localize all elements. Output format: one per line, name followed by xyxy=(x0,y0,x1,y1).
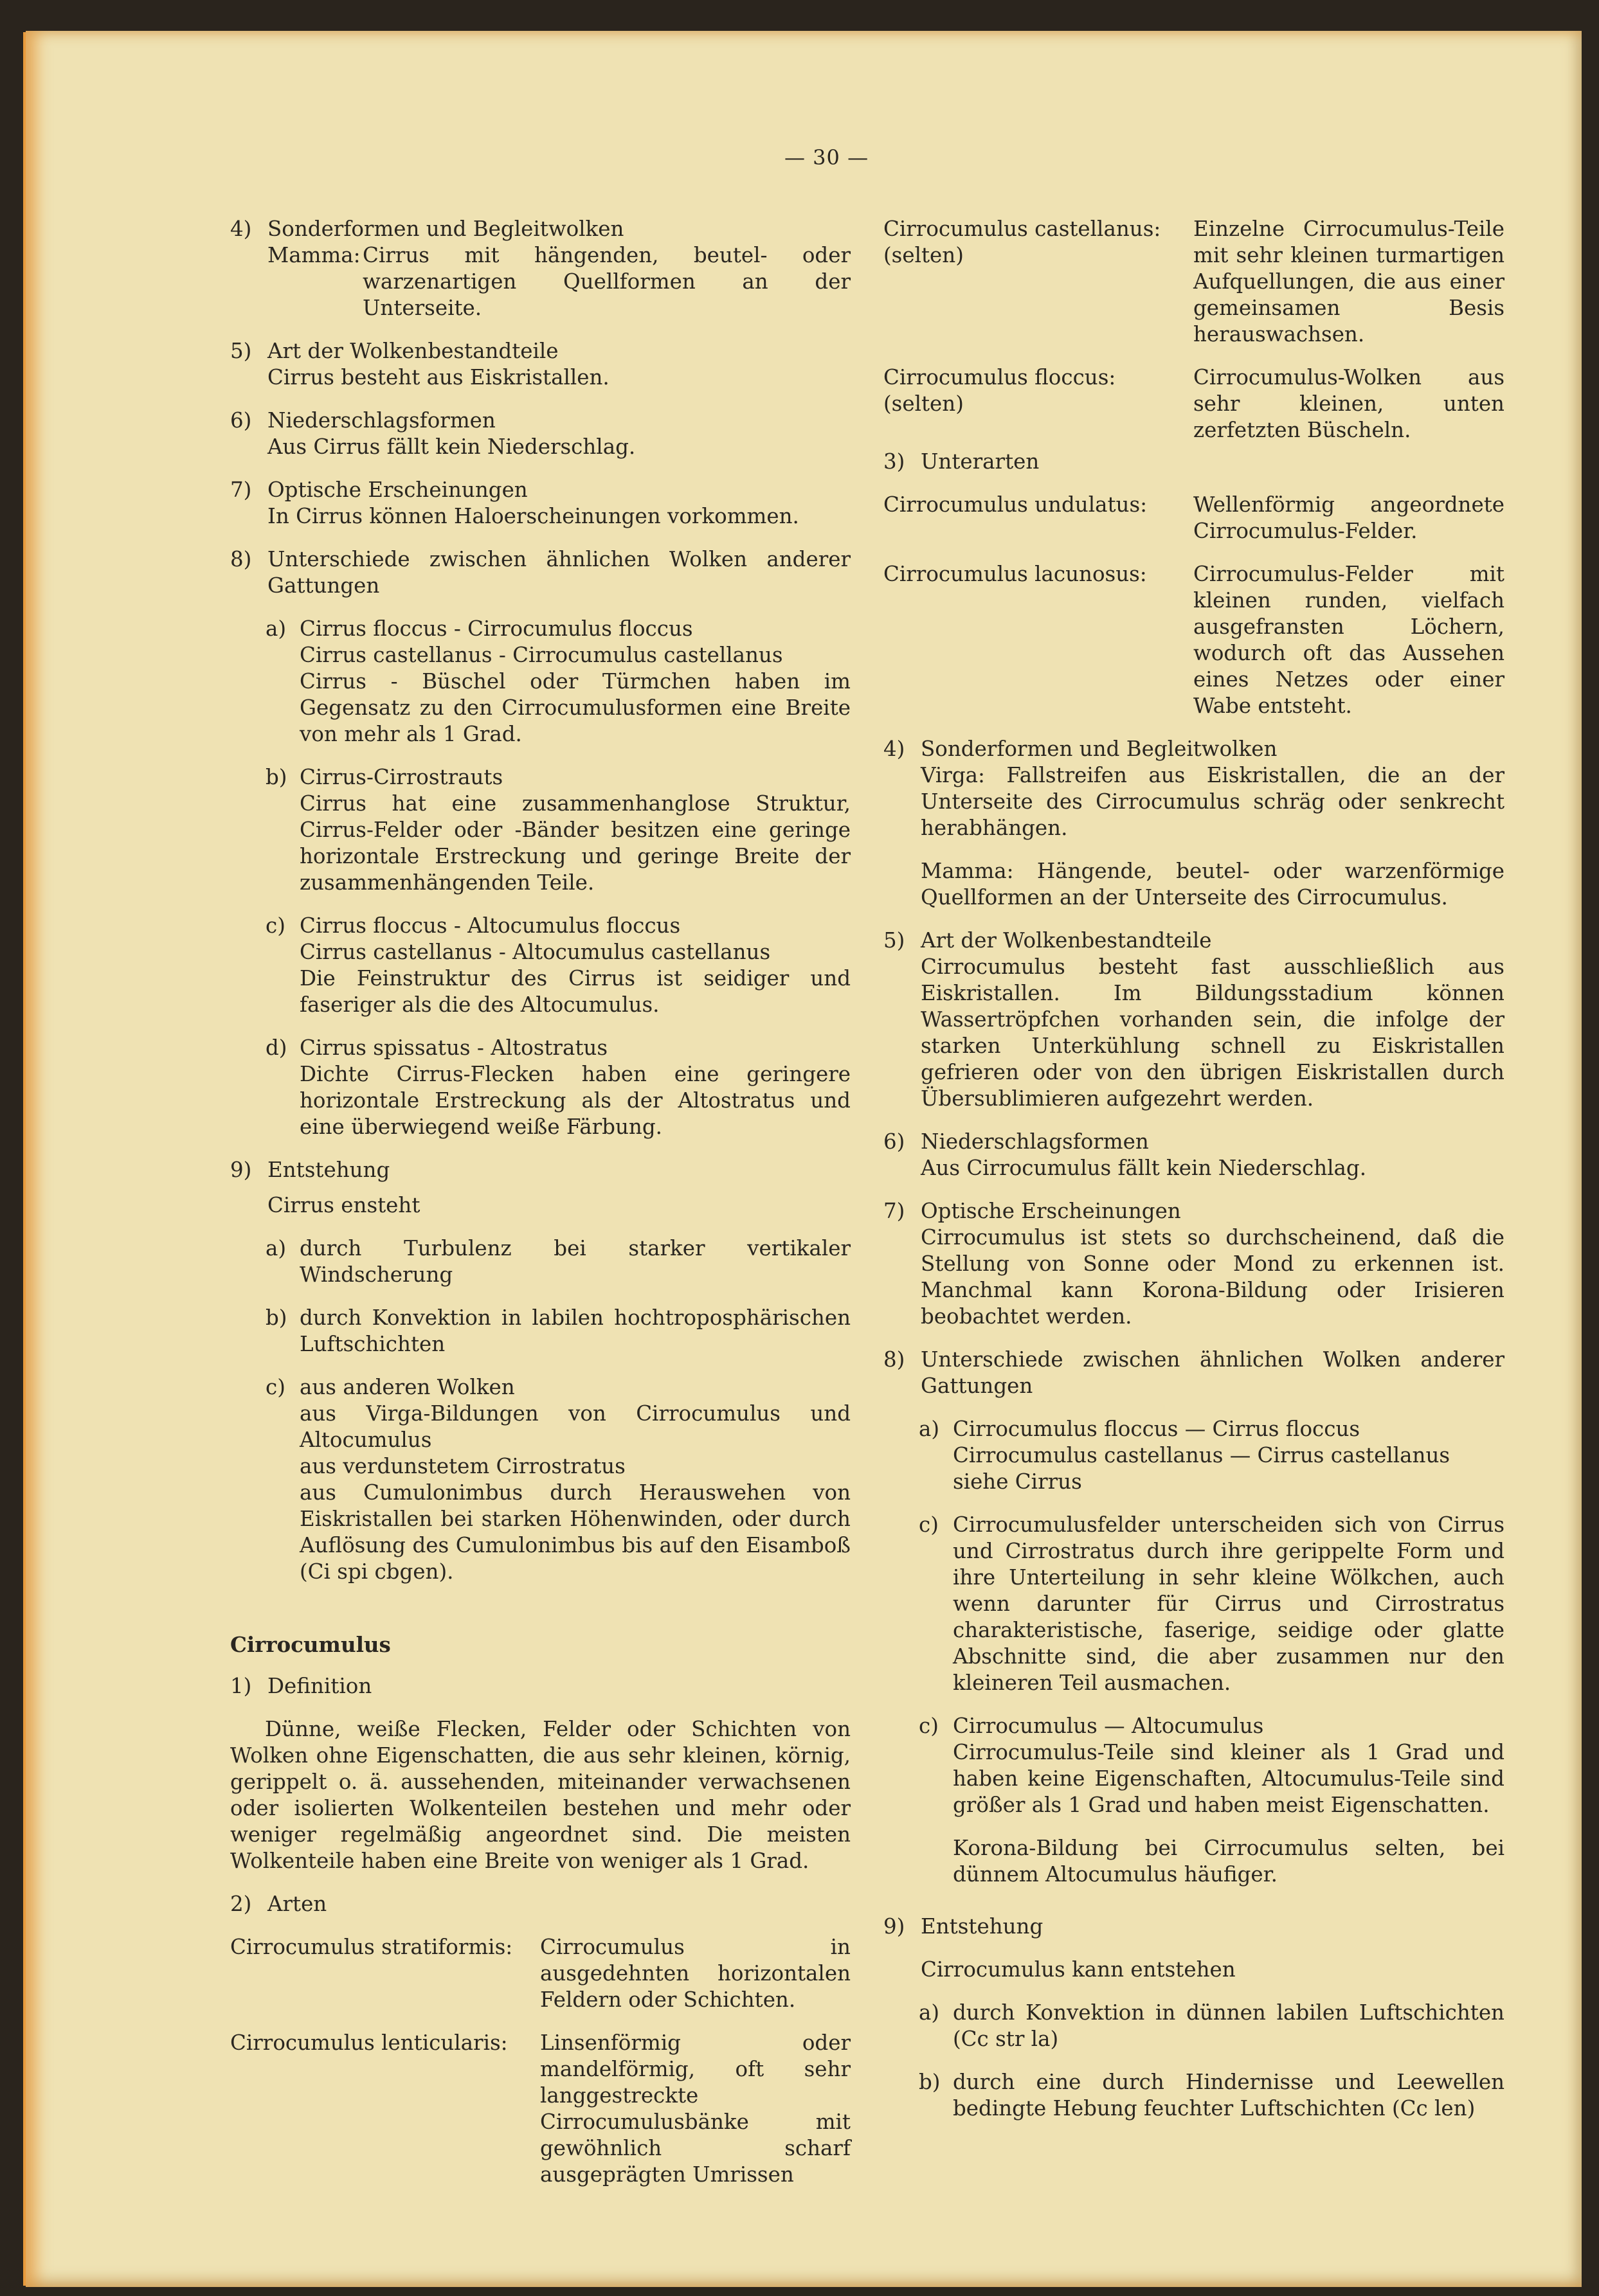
section-8-differences xyxy=(883,1347,1504,1888)
section-number: 4) xyxy=(230,217,252,241)
item-line: Cirrocumulus-Teile sind kleiner als 1 Grad und haben keine Eigenschaften, Altocumulus-Teile sind größer als 1 Grad und haben meist Eigenschatten. xyxy=(953,1740,1504,1817)
section-number: 7) xyxy=(230,478,252,502)
species-note: (selten) xyxy=(883,391,964,416)
item-label: a) xyxy=(266,616,287,641)
subspecies-entry xyxy=(883,561,1504,719)
item-label: c) xyxy=(266,913,285,938)
item-text: durch eine durch Hindernisse und Leewellen bedingte Hebung feuchter Luftschichten (Cc len) xyxy=(953,2070,1504,2121)
section-4-special-forms xyxy=(230,216,851,321)
list-item xyxy=(883,2069,1504,2122)
item-label: c) xyxy=(919,1512,939,1537)
section-number: 5) xyxy=(230,339,252,363)
list-item xyxy=(883,1512,1504,1696)
item-label: b) xyxy=(266,765,287,789)
item-line: aus Cumulonimbus durch Herauswehen von Eiskristallen bei starken Höhenwinden, oder durch Auflösung des Cumulonimbus bis auf den Eisamboß (Ci spi cbgen). xyxy=(300,1480,851,1584)
list-item xyxy=(230,616,851,748)
section-title: Optische Erscheinungen xyxy=(267,478,528,502)
section-6-precipitation xyxy=(883,1129,1504,1181)
cirrocumulus-heading: Cirrocumulus xyxy=(230,1632,391,1657)
section-title: Sonderformen und Begleitwolken xyxy=(267,217,624,241)
list-item xyxy=(230,1235,851,1288)
document-page xyxy=(26,31,1582,2287)
section-number: 7) xyxy=(883,1199,905,1223)
item-label: b) xyxy=(266,1305,287,1330)
item-line: aus verdunstetem Cirrostratus xyxy=(300,1454,626,1478)
species-term: Cirrocumulus floccus: xyxy=(883,365,1116,390)
section-3-subspecies xyxy=(883,449,1504,475)
section-title: Niederschlagsformen xyxy=(267,408,496,433)
section-text: Aus Cirrocumulus fällt kein Niederschlag. xyxy=(921,1156,1367,1180)
section-title: Unterarten xyxy=(921,449,1040,474)
subspecies-description: Cirrocumulus-Felder mit kleinen runden, vielfach ausgefransten Löchern, wodurch oft das Aussehen eines Netzes oder einer Wabe entsteht. xyxy=(1193,562,1504,718)
item-text: Cirrocumulusfelder unterscheiden sich von Cirrus und Cirrostratus durch ihre gerippelte Form und ihre Unterteilung in sehr kleine Wölkchen, auch wenn darunter für Cirrus und Cirrostratus charakteristische, faserige, seidige oder glatte Abschnitte sind, die aber zusammen nur den kleineren Teil ausmachen. xyxy=(953,1512,1504,1695)
section-7-optics xyxy=(883,1198,1504,1330)
section-5-components xyxy=(883,928,1504,1112)
list-item xyxy=(230,1305,851,1358)
section-intro: Cirrocumulus kann entstehen xyxy=(921,1957,1236,1982)
item-line: Korona-Bildung bei Cirrocumulus selten, bei dünnem Altocumulus häufiger. xyxy=(953,1836,1504,1887)
item-label: a) xyxy=(266,1236,287,1260)
item-text: durch Konvektion in labilen hochtroposphärischen Luftschichten xyxy=(300,1305,851,1356)
cc-section-2-species xyxy=(230,1891,851,2188)
item-label: d) xyxy=(266,1036,287,1060)
subspecies-term: Cirrocumulus undulatus: xyxy=(883,492,1148,517)
species-description: Einzelne Cirrocumulus-Teile mit sehr kleinen turmartigen Aufquellungen, die aus einer gemeinsamen Besis herauswachsen. xyxy=(1193,217,1504,346)
section-9-formation xyxy=(883,1914,1504,2122)
definition-text: Dünne, weiße Flecken, Felder oder Schichten von Wolken ohne Eigenschatten, die aus sehr kleinen, körnig, gerippelt o. ä. aussehenden, miteinander verwachsenen oder isolierten Wolkenteilen bestehen und mehr oder weniger regelmäßig angeordnet sind. Die meisten Wolkenteile haben eine Breite von weniger als 1 Grad. xyxy=(230,1717,851,1873)
species-entry xyxy=(883,216,1504,348)
item-line: aus anderen Wolken xyxy=(300,1375,515,1399)
item-line: Cirrus floccus - Altocumulus floccus xyxy=(300,913,681,938)
species-description: Linsenförmig oder mandelförmig, oft sehr langgestreckte Cirrocumulusbänke mit gewöhnlich scharf ausgeprägten Umrissen xyxy=(540,2031,851,2187)
mamma-text: Mamma: Hängende, beutel- oder warzenförmige Quellformen an der Unterseite des Cirrocumulus. xyxy=(921,859,1504,910)
list-item xyxy=(230,1374,851,1585)
virga-text: Virga: Fallstreifen aus Eiskristallen, die an der Unterseite des Cirrocumulus schräg oder senkrecht herabhängen. xyxy=(921,763,1504,840)
section-title: Arten xyxy=(267,1892,327,1916)
item-text: durch Konvektion in dünnen labilen Luftschichten (Cc str la) xyxy=(953,2000,1504,2051)
list-item xyxy=(883,1416,1504,1495)
item-label: a) xyxy=(919,1417,940,1441)
item-line: Cirrus floccus - Cirrocumulus floccus xyxy=(300,616,693,641)
item-line: Cirrocumulus — Altocumulus xyxy=(953,1714,1264,1738)
item-line: siehe Cirrus xyxy=(953,1469,1082,1494)
section-text: Cirrus besteht aus Eiskristallen. xyxy=(267,365,610,390)
section-number: 1) xyxy=(230,1674,252,1698)
section-6-precipitation xyxy=(230,408,851,460)
item-line: Cirrus castellanus - Cirrocumulus castellanus xyxy=(300,643,783,667)
section-text: Cirrocumulus ist stets so durchscheinend, daß die Stellung von Sonne oder Mond zu erkennen ist. Manchmal kann Korona-Bildung oder Irisieren beobachtet werden. xyxy=(921,1225,1504,1329)
section-4-special-forms xyxy=(883,736,1504,911)
list-item xyxy=(883,1713,1504,1888)
right-column xyxy=(883,216,1504,2139)
item-line: Cirrus-Cirrostrauts xyxy=(300,765,503,789)
page-number: — 30 — xyxy=(784,145,869,170)
section-intro: Cirrus ensteht xyxy=(267,1193,420,1217)
section-5-components xyxy=(230,338,851,391)
section-number: 8) xyxy=(883,1347,905,1372)
item-label: b) xyxy=(919,2070,941,2094)
section-title: Art der Wolkenbestandteile xyxy=(267,339,559,363)
species-note: (selten) xyxy=(883,243,964,267)
section-number: 3) xyxy=(883,449,905,474)
item-line: Cirrus spissatus - Altostratus xyxy=(300,1036,608,1060)
species-entry xyxy=(883,364,1504,444)
item-line: Dichte Cirrus-Flecken haben eine geringere horizontale Erstreckung als der Altostratus und eine überwiegend weiße Färbung. xyxy=(300,1062,851,1139)
item-line: Cirrus - Büschel oder Türmchen haben im Gegensatz zu den Cirrocumulusformen eine Breite von mehr als 1 Grad. xyxy=(300,669,851,746)
left-column xyxy=(230,216,851,2205)
item-line: aus Virga-Bildungen von Cirrocumulus und Altocumulus xyxy=(300,1401,851,1452)
item-line: Cirrus hat eine zusammenhanglose Struktur, Cirrus-Felder oder -Bänder besitzen eine geringe horizontale Erstreckung und geringe Breite der zusammenhängenden Teile. xyxy=(300,791,851,895)
item-label: c) xyxy=(266,1375,285,1399)
section-title: Entstehung xyxy=(267,1158,390,1182)
section-title: Definition xyxy=(267,1674,372,1698)
list-item xyxy=(230,1035,851,1140)
item-text: durch Turbulenz bei starker vertikaler Windscherung xyxy=(300,1236,851,1287)
section-number: 8) xyxy=(230,547,252,571)
cc-section-1-definition xyxy=(230,1673,851,1874)
section-9-formation xyxy=(230,1157,851,1585)
list-item xyxy=(230,913,851,1018)
section-7-optics xyxy=(230,477,851,530)
section-number: 6) xyxy=(230,408,252,433)
section-text: Aus Cirrus fällt kein Niederschlag. xyxy=(267,435,636,459)
list-item xyxy=(230,764,851,896)
item-line: Cirrocumulus castellanus — Cirrus castellanus xyxy=(953,1443,1450,1467)
section-title: Entstehung xyxy=(921,1914,1043,1939)
item-line: Cirrocumulus floccus — Cirrus floccus xyxy=(953,1417,1360,1441)
subspecies-description: Wellenförmig angeordnete Cirrocumulus-Felder. xyxy=(1193,492,1504,543)
section-title: Unterschiede zwischen ähnlichen Wolken anderer Gattungen xyxy=(921,1347,1504,1398)
section-number: 9) xyxy=(883,1914,905,1939)
subspecies-entry xyxy=(883,492,1504,544)
section-title: Art der Wolkenbestandteile xyxy=(921,928,1212,953)
section-number: 6) xyxy=(883,1129,905,1154)
item-label: c) xyxy=(919,1714,939,1738)
species-term: Cirrocumulus lenticularis: xyxy=(230,2031,508,2055)
term-description: Cirrus mit hängenden, beutel- oder warzenartigen Quellformen an der Unterseite. xyxy=(363,243,851,320)
species-entry xyxy=(230,2030,851,2188)
item-line: Cirrus castellanus - Altocumulus castellanus xyxy=(300,940,771,964)
species-description: Cirrocumulus in ausgedehnten horizontalen Feldern oder Schichten. xyxy=(540,1935,851,2012)
species-entry xyxy=(230,1934,851,2013)
section-title: Niederschlagsformen xyxy=(921,1129,1149,1154)
species-term: Cirrocumulus castellanus: xyxy=(883,217,1161,241)
section-number: 9) xyxy=(230,1158,252,1182)
item-line: Die Feinstruktur des Cirrus ist seidiger und faseriger als die des Altocumulus. xyxy=(300,966,851,1017)
subspecies-term: Cirrocumulus lacunosus: xyxy=(883,562,1147,586)
item-label: a) xyxy=(919,2000,940,2025)
species-term: Cirrocumulus stratiformis: xyxy=(230,1935,513,1959)
section-title: Optische Erscheinungen xyxy=(921,1199,1181,1223)
section-title: Unterschiede zwischen ähnlichen Wolken anderer Gattungen xyxy=(267,547,851,598)
section-number: 2) xyxy=(230,1892,252,1916)
species-description: Cirrocumulus-Wolken aus sehr kleinen, unten zerfetzten Büscheln. xyxy=(1193,365,1504,442)
list-item xyxy=(883,2000,1504,2052)
section-number: 5) xyxy=(883,928,905,953)
section-number: 4) xyxy=(883,737,905,761)
section-text: Cirrocumulus besteht fast ausschließlich aus Eiskristallen. Im Bildungsstadium können Wassertröpfchen vorhanden sein, die infolge der starken Unterkühlung schnell zu Eiskristallen gefrieren oder von den übrigen Eiskristallen durch Übersublimieren aufgezehrt werden. xyxy=(921,955,1504,1111)
section-text: In Cirrus können Haloerscheinungen vorkommen. xyxy=(267,504,799,528)
section-8-differences xyxy=(230,546,851,1140)
term: Mamma: xyxy=(267,243,361,267)
section-title: Sonderformen und Begleitwolken xyxy=(921,737,1278,761)
